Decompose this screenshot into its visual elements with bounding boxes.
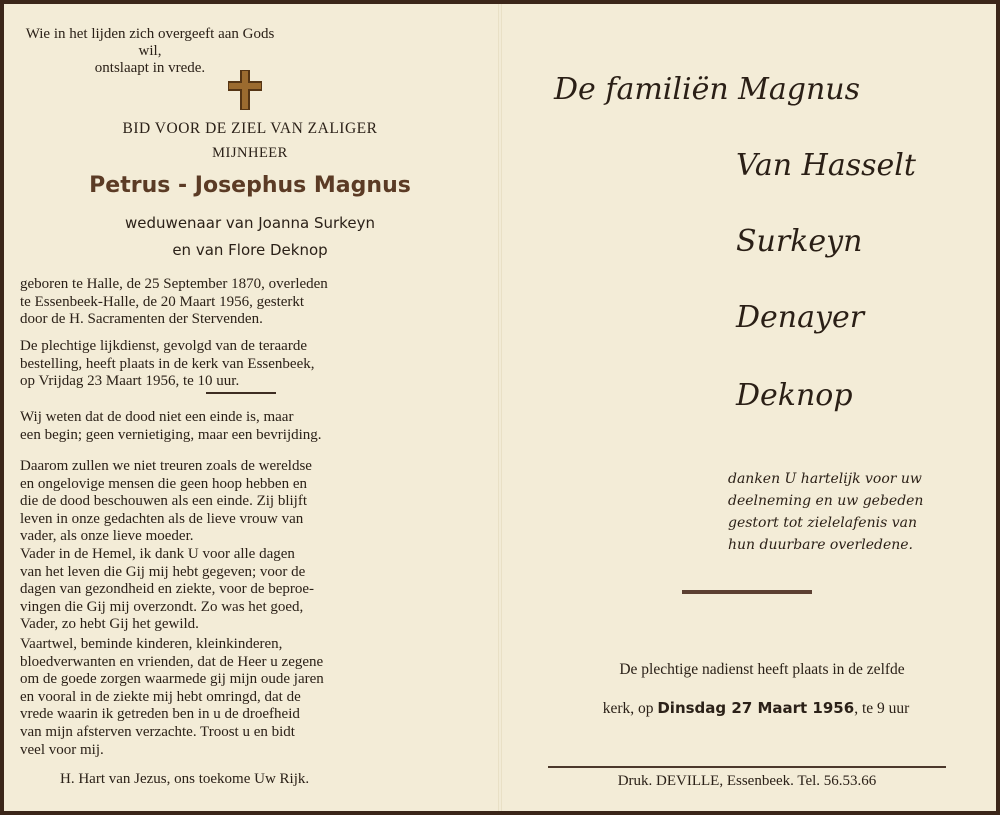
service-line-2 xyxy=(546,682,966,717)
paragraph-1: Wij weten dat de dood niet een einde is, maar een begin; geen vernietiging, maar een bevrijding. xyxy=(20,409,322,443)
family-deknop: Deknop xyxy=(736,378,853,413)
family-denayer: Denayer xyxy=(736,300,865,335)
right-page xyxy=(502,0,996,807)
funeral-text: De plechtige lijkdienst, gevolgd van de teraarde bestelling, heeft plaats in de kerk van Essenbeek, op Vrijdag 23 Maart 1956, te 10 uur. xyxy=(20,338,315,390)
family-magnus: De familiën Magnus xyxy=(554,72,861,107)
family-van-hasselt: Van Hasselt xyxy=(736,148,916,183)
paragraph-4: Vaartwel, beminde kinderen, kleinkinderen, bloedverwanten en vrienden, dat de Heer u zegene om de goede zorgen waarmede gij mijn oude jaren en vooral in de ziekte mij hebt omringd, dat de vrede waarin ik getreden ben in u de droefheid van mijn afsterven verzachte. Troost u en bidt veel voor mij. xyxy=(20,636,324,758)
deceased-name: Petrus - Josephus Magnus xyxy=(89,173,411,198)
thanks-text: danken U hartelijk voor uw deelneming en uw gebeden gestort tot zielelafenis van hun duurbare overledene. xyxy=(728,471,924,553)
left-page xyxy=(20,0,498,807)
family-surkeyn: Surkeyn xyxy=(736,224,863,259)
printer-divider xyxy=(548,766,946,768)
thanks-divider xyxy=(682,590,812,594)
printer-credit: Druk. DEVILLE, Essenbeek. Tel. 56.53.66 xyxy=(617,773,877,789)
divider xyxy=(206,392,276,394)
paragraph-2: Daarom zullen we niet treuren zoals de wereldse en ongelovige mensen die geen hoop hebben en die de dood beschouwen als een einde. Zij blijft leven in onze gedachten als de lieve vrouw van vader, als onze lieve moeder. xyxy=(20,458,312,545)
birth-death-text: geboren te Halle, de 25 September 1870, overleden te Essenbeek-Halle, de 20 Maart 1956, gesterkt door de H. Sacramenten der Stervenden. xyxy=(20,276,328,328)
paragraph-3: Vader in de Hemel, ik dank U voor alle dagen van het leven die Gij mij hebt gegeven; voor de dagen van gezondheid en ziekte, voor de beproe- vingen die Gij mij overzondt. Zo was het goed, Vader, zo hebt Gij het gewild. xyxy=(20,546,315,633)
service-suffix: , te 9 uur xyxy=(854,699,910,717)
honorific: MIJNHEER xyxy=(212,145,288,161)
service-date: Dinsdag 27 Maart 1956 xyxy=(657,698,855,717)
widower-line-2: en van Flore Deknop xyxy=(172,241,328,259)
prayer-heading: BID VOOR DE ZIEL VAN ZALIGER xyxy=(122,120,378,137)
closing-prayer: H. Hart van Jezus, ons toekome Uw Rijk. xyxy=(60,771,310,787)
service-line-1: De plechtige nadienst heeft plaats in de zelfde xyxy=(619,661,905,678)
cross-icon xyxy=(228,70,262,110)
widower-line-1: weduwenaar van Joanna Surkeyn xyxy=(125,214,375,232)
epigraph: Wie in het lijden zich overgeeft aan Gods wil, ontslaapt in vrede. xyxy=(25,26,275,76)
service-prefix: kerk, op xyxy=(602,699,658,717)
